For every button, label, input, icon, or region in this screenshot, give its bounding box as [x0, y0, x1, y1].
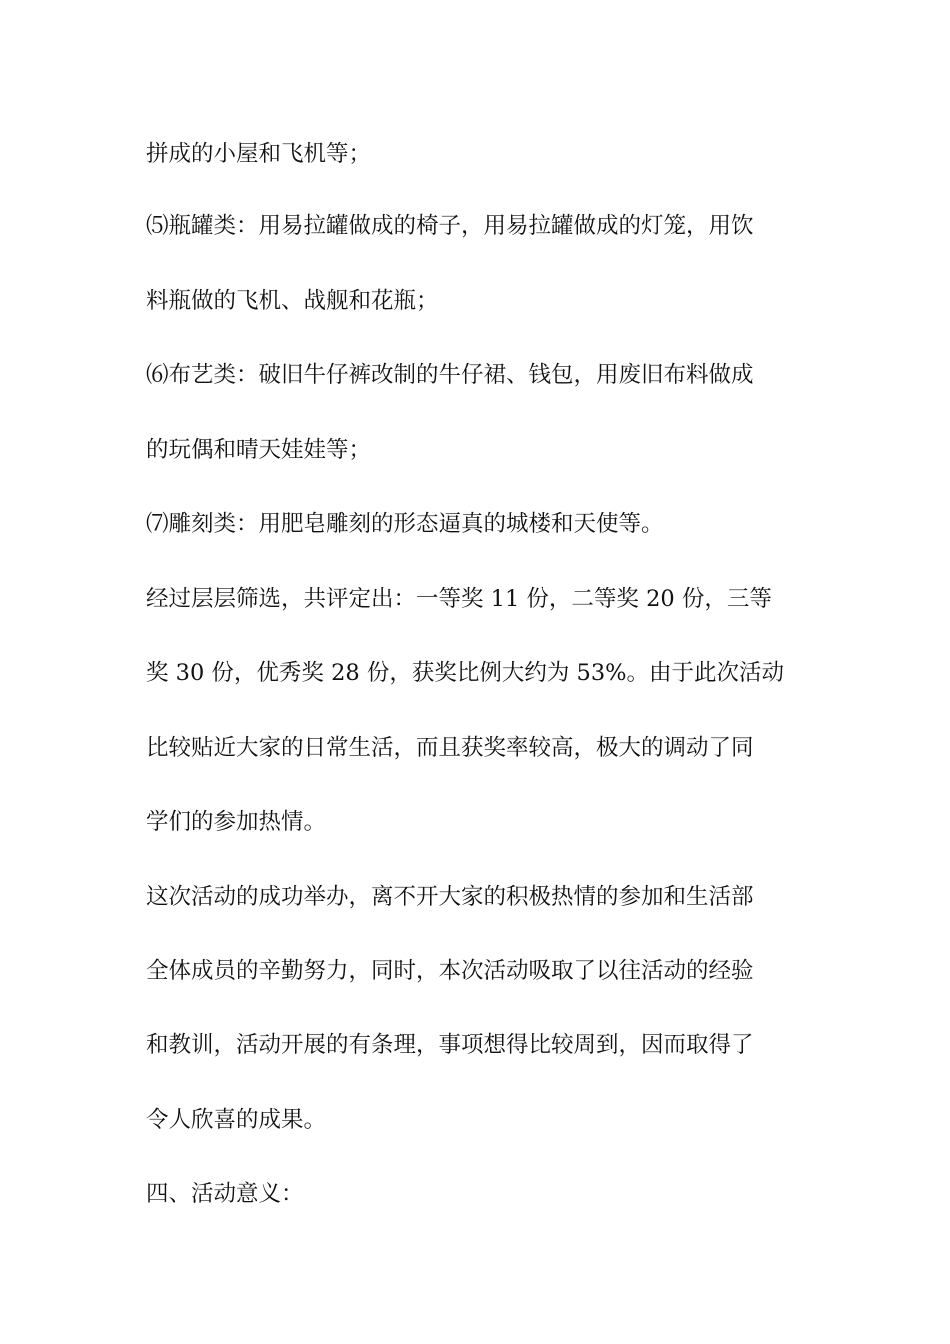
- text-line: 全体成员的辛勤努力，同时，本次活动吸取了以往活动的经验: [146, 958, 754, 984]
- text-line: ⑸瓶罐类：用易拉罐做成的椅子，用易拉罐做成的灯笼，用饮: [146, 213, 754, 239]
- text-line: 比较贴近大家的日常生活，而且获奖率较高，极大的调动了同: [146, 735, 754, 761]
- text-line: 奖 30 份，优秀奖 28 份，获奖比例大约为 53%。由于此次活动: [146, 660, 785, 686]
- text-line: 这次活动的成功举办，离不开大家的积极热情的参加和生活部: [146, 884, 754, 910]
- section-heading: 四、活动意义：: [146, 1181, 304, 1207]
- text-line: 的玩偶和晴天娃娃等；: [146, 437, 372, 463]
- text-line: ⑹布艺类：破旧牛仔裤改制的牛仔裙、钱包，用废旧布料做成: [146, 362, 754, 388]
- text-line: 料瓶做的飞机、战舰和花瓶；: [146, 288, 439, 314]
- text-line: 学们的参加热情。: [146, 809, 327, 835]
- text-line: 令人欣喜的成果。: [146, 1107, 327, 1133]
- text-line: 经过层层筛选，共评定出：一等奖 11 份，二等奖 20 份，三等: [146, 586, 772, 612]
- text-line: 和教训，活动开展的有条理，事项想得比较周到，因而取得了: [146, 1032, 754, 1058]
- text-line: 拼成的小屋和飞机等；: [146, 141, 372, 167]
- text-line: ⑺雕刻类：用肥皂雕刻的形态逼真的城楼和天使等。: [146, 511, 664, 537]
